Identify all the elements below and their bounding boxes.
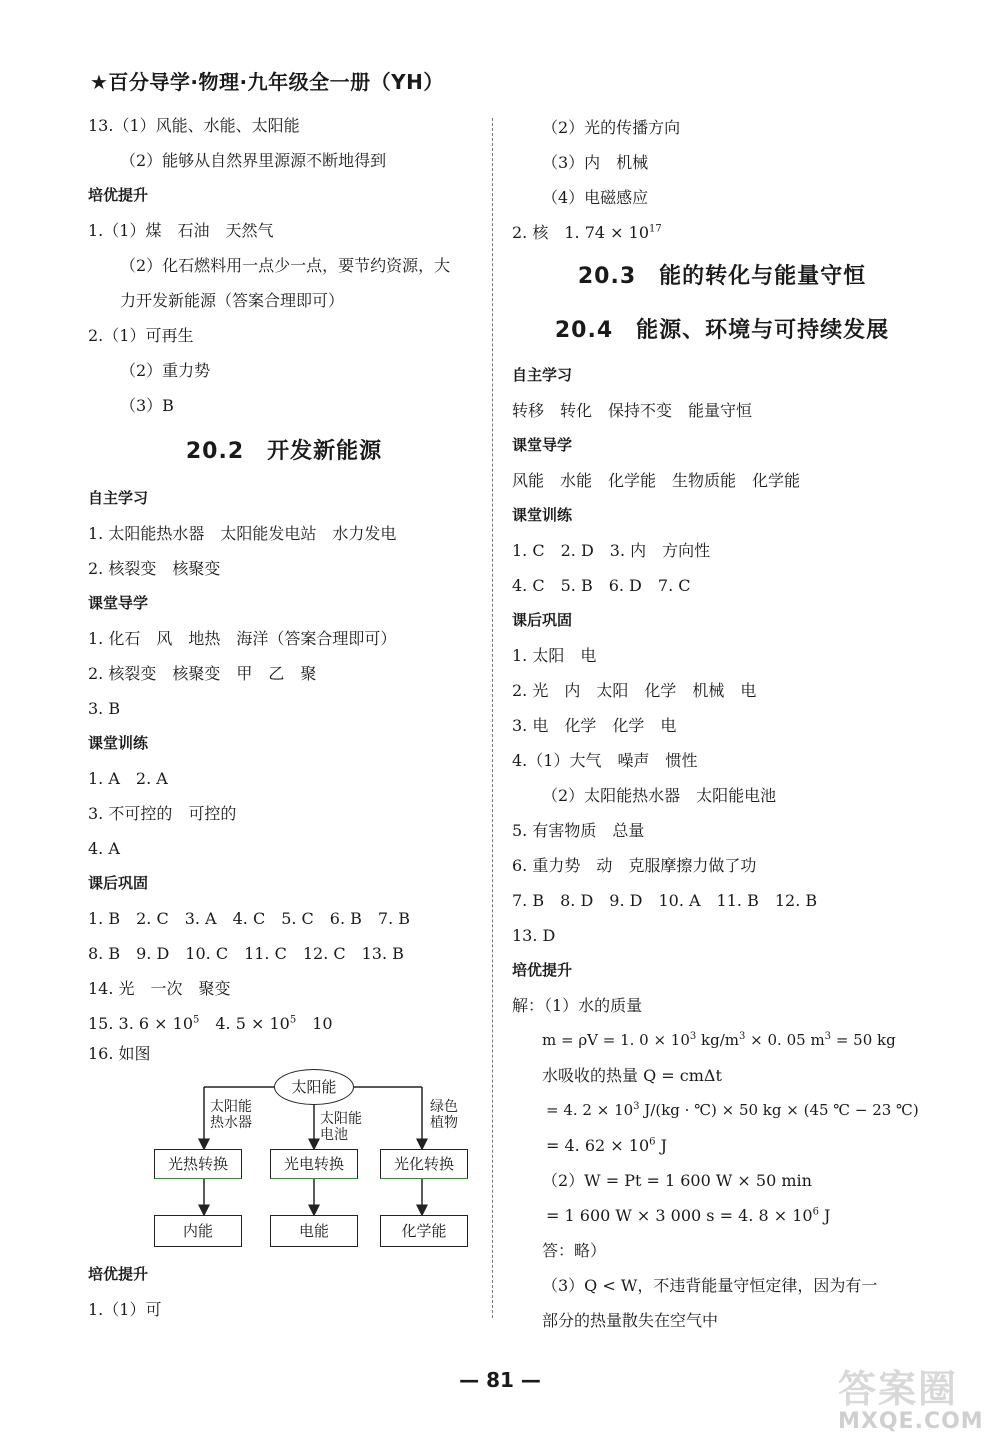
text-part: = 4. 62 × 10 (546, 1136, 650, 1155)
section-heading: 自主学习 (88, 489, 149, 507)
answer-line: 6. 重力势 动 克服摩擦力做了功 (512, 856, 757, 875)
answer-line: 转移 转化 保持不变 能量守恒 (512, 401, 753, 420)
text-part: = 4. 2 × 10 (546, 1101, 634, 1119)
section-title-20-2: 20.2 开发新能源 (185, 439, 383, 464)
section-heading: 自主学习 (512, 366, 573, 384)
diagram-result-box: 化学能 (380, 1215, 468, 1247)
superscript: 3 (689, 1031, 697, 1042)
section-heading: 课后巩固 (88, 874, 149, 892)
solution-line: 水吸收的热量 Q = cmΔt (542, 1066, 722, 1085)
superscript: 17 (649, 223, 662, 235)
label-line: 热水器 (210, 1115, 252, 1131)
answer-line: 3. 不可控的 可控的 (88, 804, 237, 823)
text-part: kg/m (696, 1031, 740, 1049)
solution-line: 答：略） (542, 1241, 607, 1260)
watermark-url: MXQE.COM (838, 1409, 984, 1434)
answer-line: 4. C 5. B 6. D 7. C (512, 576, 691, 595)
section-title-20-4: 20.4 能源、环境与可持续发展 (554, 318, 890, 343)
text-part: J/(kg · ℃) × 50 kg × (45 ℃ − 23 ℃) (639, 1101, 919, 1119)
diagram-center-node: 太阳能 (274, 1069, 354, 1105)
section-heading: 课堂训练 (512, 506, 573, 524)
answer-line: 7. B 8. D 9. D 10. A 11. B 12. B (512, 891, 818, 910)
answer-line: 3. B (88, 699, 121, 718)
left-column (88, 108, 480, 1327)
answer-line: 1.（1）煤 石油 天然气 (88, 221, 274, 240)
right-column (512, 110, 932, 1338)
text-part: = 50 kg (831, 1031, 896, 1049)
section-heading: 课堂导学 (88, 594, 149, 612)
watermark-logo (838, 1368, 988, 1440)
answer-line: 13. D (512, 926, 556, 945)
label-line: 植物 (430, 1115, 458, 1131)
answer-line: 3. 电 化学 化学 电 (512, 716, 677, 735)
section-heading: 课堂训练 (88, 734, 149, 752)
superscript: 5 (193, 1014, 200, 1026)
answer-line: 2.（1）可再生 (88, 326, 194, 345)
text-part: 4. 5 × 10 (199, 1014, 290, 1033)
superscript: 3 (824, 1031, 832, 1042)
solution-line: （3）Q < W，不违背能量守恒定律，因为有一 (542, 1276, 878, 1295)
solution-line: 部分的热量散失在空气中 (542, 1311, 719, 1330)
answer-line: （2）重力势 (120, 361, 211, 380)
diagram-conv-box: 光电转换 (270, 1149, 358, 1179)
text-part: m = ρV = 1. 0 × 10 (542, 1031, 690, 1049)
answer-line: 风能 水能 化学能 生物质能 化学能 (512, 471, 801, 490)
answer-line: 16. 如图 (88, 1044, 151, 1063)
superscript: 5 (289, 1014, 297, 1026)
label-line: 太阳能 (210, 1099, 252, 1115)
answer-line: 8. B 9. D 10. C 11. C 12. C 13. B (88, 944, 404, 963)
superscript: 3 (739, 1031, 746, 1042)
answer-line: 1. A 2. A (88, 769, 168, 788)
text-part: = 1 600 W × 3 000 s = 4. 8 × 10 (546, 1206, 813, 1225)
section-heading: 课堂导学 (512, 436, 573, 454)
section-heading: 培优提升 (88, 186, 149, 204)
text-part: J (655, 1136, 668, 1155)
text-part: 2. 核 1. 74 × 10 (512, 223, 650, 242)
answer-line: 5. 有害物质 总量 (512, 821, 645, 840)
superscript: 6 (812, 1206, 819, 1218)
superscript: 3 (633, 1101, 640, 1112)
solution-line (512, 1128, 932, 1163)
solution-line (512, 1198, 932, 1233)
answer-line (512, 215, 932, 250)
energy-conversion-diagram (88, 1069, 480, 1257)
answer-line: （4）电磁感应 (542, 188, 649, 207)
diagram-label-right (430, 1099, 458, 1131)
answer-line: 2. 核裂变 核聚变 甲 乙 聚 (88, 664, 317, 683)
solution-line (512, 1093, 932, 1128)
diagram-result-box: 内能 (154, 1215, 242, 1247)
section-title-20-3: 20.3 能的转化与能量守恒 (577, 264, 867, 289)
answer-line: 1. 化石 风 地热 海洋（答案合理即可） (88, 629, 397, 648)
answer-line: 13.（1）风能、水能、太阳能 (88, 116, 300, 135)
answer-line: （2）光的传播方向 (542, 118, 681, 137)
answer-line: （2）化石燃料用一点少一点，要节约资源，大 (120, 256, 451, 275)
answer-line: 2. 光 内 太阳 化学 机械 电 (512, 681, 757, 700)
section-heading: 课后巩固 (512, 611, 573, 629)
diagram-conv-box: 光化转换 (380, 1149, 468, 1179)
label-line: 绿色 (430, 1099, 458, 1115)
page-header: ★百分导学·物理·九年级全一册（YH） (90, 70, 444, 94)
answer-line: （2）能够从自然界里源源不断地得到 (120, 151, 387, 170)
section-heading: 培优提升 (512, 961, 573, 979)
diagram-label-left (210, 1099, 252, 1131)
solution-line: （2）W = Pt = 1 600 W × 50 min (542, 1171, 812, 1190)
answer-line: 1. B 2. C 3. A 4. C 5. C 6. B 7. B (88, 909, 411, 928)
answer-line (88, 1006, 480, 1041)
answer-line: 4. A (88, 839, 120, 858)
solution-line: 解：（1）水的质量 (512, 996, 643, 1015)
answer-line: 1. C 2. D 3. 内 方向性 (512, 541, 711, 560)
answer-line: 4.（1）大气 噪声 惯性 (512, 751, 698, 770)
text-part: J (818, 1206, 831, 1225)
answer-line: 1. 太阳 电 (512, 646, 597, 665)
answer-line: 力开发新能源（答案合理即可） (120, 291, 345, 310)
diagram-conv-box: 光热转换 (154, 1149, 242, 1179)
page-number: — 81 — (459, 1368, 541, 1392)
answer-line: 1.（1）可 (88, 1300, 162, 1319)
text-part: 15. 3. 6 × 10 (88, 1014, 193, 1033)
label-line: 电池 (320, 1127, 348, 1143)
column-divider (492, 118, 493, 1318)
watermark-text: 答案圈 (838, 1367, 959, 1411)
answer-line: （3）内 机械 (542, 153, 649, 172)
solution-line (512, 1023, 932, 1058)
answer-line: （2）太阳能热水器 太阳能电池 (542, 786, 777, 805)
answer-line: 2. 核裂变 核聚变 (88, 559, 221, 578)
section-heading: 培优提升 (88, 1265, 149, 1283)
text-part: × 0. 05 m (745, 1031, 825, 1049)
diagram-label-mid (320, 1111, 362, 1143)
answer-line: （3）B (120, 396, 174, 415)
label-line: 太阳能 (320, 1111, 362, 1127)
answer-line: 1. 太阳能热水器 太阳能发电站 水力发电 (88, 524, 397, 543)
answer-line: 14. 光 一次 聚变 (88, 979, 231, 998)
diagram-result-box: 电能 (270, 1215, 358, 1247)
superscript: 6 (649, 1136, 656, 1148)
text-part: 10 (296, 1014, 333, 1033)
